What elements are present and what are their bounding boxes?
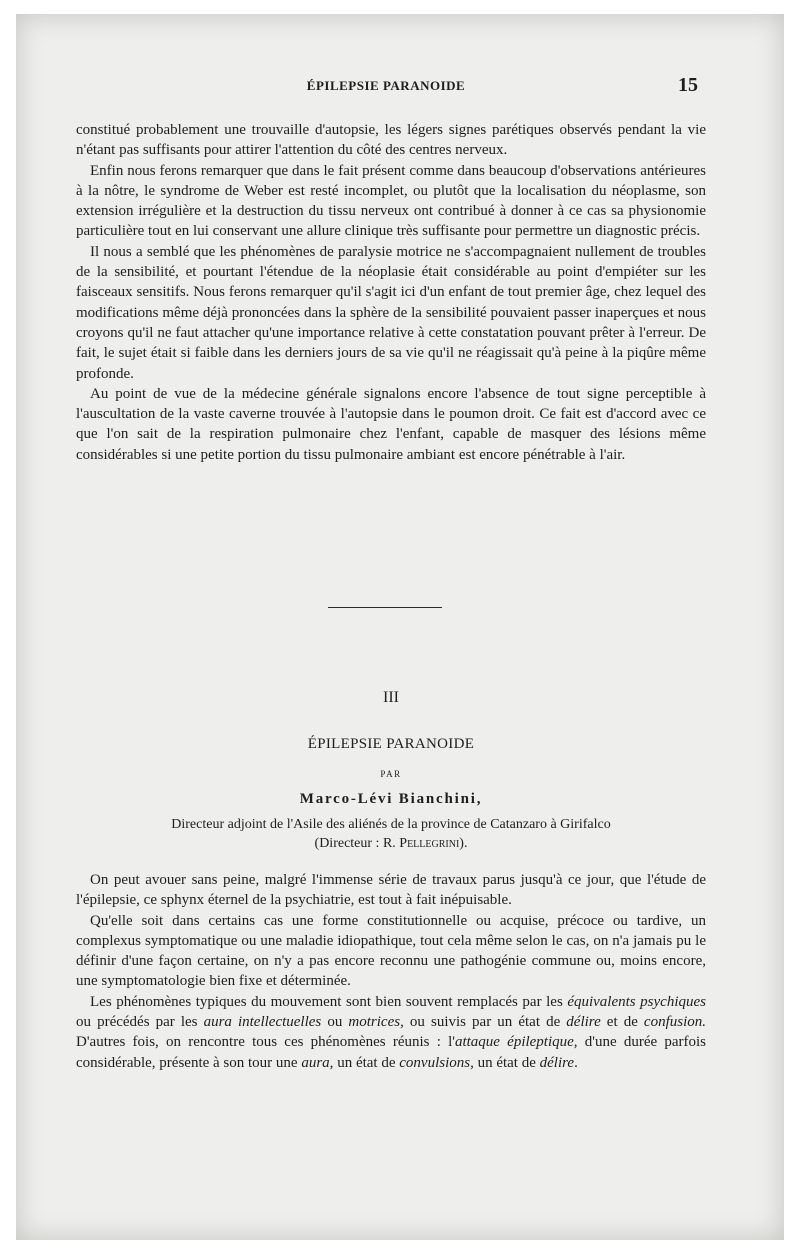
paragraph: Il nous a semblé que les phénomènes de paralysie motrice ne s'accompagnaient nullement de troubles de la sensibilité, et pourtant l'étendue de la néoplasie était considérable au point d'empiéter sur les faisceaux sensitifs. Nous ferons remarquer qu'il s'agit ici d'un enfant de tout premier âge, chez lequel des modifications même déjà prononcées dans la sphère de la sensibilité pouvaient passer inaperçues et nous croyons qu'il ne faut attacher qu'une importance relative à cette constatation pouvant prêter à l'erreur. De fait, le sujet était si faible dans les derniers jours de sa vie qu'il ne réagissait qu'à peine à la piqûre même profonde. bbox=[76, 243, 706, 382]
author-director bbox=[76, 836, 706, 852]
author-affiliation: Directeur adjoint de l'Asile des aliénés de la province de Catanzaro à Girifalco bbox=[171, 817, 611, 832]
running-head bbox=[76, 76, 696, 96]
previous-article-conclusion bbox=[76, 120, 706, 465]
italic-term: attaque épileptique, bbox=[454, 1034, 578, 1051]
italic-term: délire bbox=[566, 1014, 601, 1031]
director-prefix: (Directeur : R. bbox=[314, 836, 400, 851]
paragraph: Qu'elle soit dans certains cas une forme constitutionnelle ou acquise, précoce ou tardive, un complexus symptomatique ou une maladie idiopathique, tout cela même selon le cas, on n'a jamais pu le définir d'une façon certaine, on n'y a pas encore reconnu une pathogénie commune ou, moins encore, une symptomatologie bien fixe et déterminée. bbox=[76, 912, 706, 990]
section-divider bbox=[328, 607, 442, 608]
running-head-title: ÉPILEPSIE PARANOIDE bbox=[306, 78, 466, 93]
italic-term: motrices, bbox=[348, 1014, 404, 1031]
paragraph: On peut avouer sans peine, malgré l'immense série de travaux parus jusqu'à ce jour, que l'étude de l'épilepsie, ce sphynx éternel de la psychiatrie, est tout à fait inépuisable. bbox=[76, 872, 706, 909]
paragraph: Au point de vue de la médecine générale signalons encore l'absence de tout signe perceptible à l'auscultation de la vaste caverne trouvée à l'autopsie dans le poumon droit. Ce fait est d'accord avec ce que l'on sait de la respiration pulmonaire chez l'enfant, capable de masquer des lésions même considérables si une petite portion du tissu pulmonaire ambiant est encore pénétrable à l'air. bbox=[76, 385, 706, 463]
page-number: 15 bbox=[678, 74, 698, 96]
paragraph: Les phénomènes typiques du mouvement sont bien souvent remplacés par les équivalents psychiques ou précédés par les aura intellectuelles ou motrices, ou suivis par un état de délire et de confusion. D'autres fois, on rencontre tous ces phénomènes réunis : l'attaque épileptique, d'une durée parfois considérable, présente à son tour une aura, un état de convulsions, un état de délire. bbox=[76, 993, 707, 1071]
article-numeral: III bbox=[383, 689, 399, 706]
director-suffix: ). bbox=[459, 836, 468, 851]
italic-term: convulsions, bbox=[399, 1054, 474, 1071]
italic-term: équivalents psychiques bbox=[567, 993, 706, 1010]
italic-term: délire bbox=[539, 1054, 575, 1071]
italic-term: confusion. bbox=[643, 1014, 707, 1031]
by-label: PAR bbox=[380, 769, 402, 779]
article-title: ÉPILEPSIE PARANOIDE bbox=[307, 736, 475, 752]
paragraph: constitué probablement une trouvaille d'autopsie, les légers signes parétiques observés pendant la vie n'étant pas suffisants pour attirer l'attention du côté des centres nerveux. bbox=[76, 122, 706, 159]
italic-term: aura, bbox=[301, 1054, 334, 1071]
author-name: Marco-Lévi Bianchini, bbox=[299, 791, 483, 807]
italic-term: aura intellectuelles bbox=[203, 1014, 322, 1031]
article-body bbox=[76, 870, 706, 1073]
paragraph: Enfin nous ferons remarquer que dans le fait présent comme dans beaucoup d'observations antérieures à la nôtre, le syndrome de Weber est resté incomplet, ou plutôt que la localisation du néoplasme, son extension irrégulière et la destruction du tissu nerveux ont contribué à donner à ce cas sa physionomie particulière tout en lui conservant une allure clinique très suffisante pour permettre un diagnostic précis. bbox=[76, 162, 706, 240]
director-name: Pellegrini bbox=[399, 836, 460, 851]
scanned-page bbox=[16, 14, 784, 1240]
